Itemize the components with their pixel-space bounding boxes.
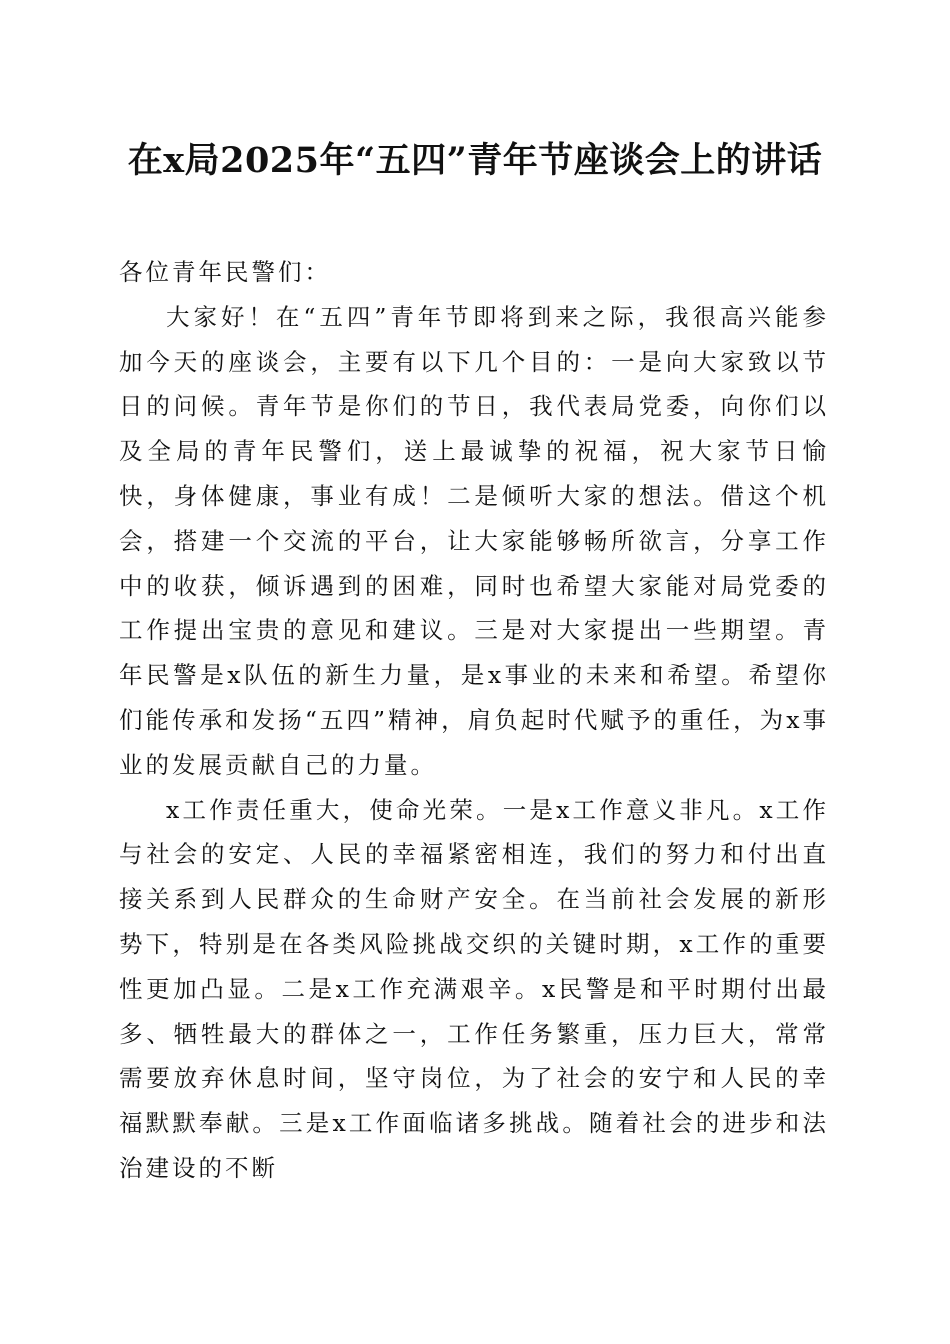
document-body [119,250,829,1191]
paragraph-2: x工作责任重大，使命光荣。一是x工作意义非凡。x工作与社会的安定、人民的幸福紧密相连，我们的努力和付出直接关系到人民群众的生命财产安全。在当前社会发展的新形势下，特别是在各类风险挑战交织的关键时期，x工作的重要性更加凸显。二是x工作充满艰辛。x民警是和平时期付出最多、牺牲最大的群体之一，工作任务繁重，压力巨大，常常需要放弃休息时间，坚守岗位，为了社会的安宁和人民的幸福默默奉献。三是x工作面临诸多挑战。随着社会的进步和法治建设的不断 [119,795,829,1182]
paragraph-1: 大家好！在“五四”青年节即将到来之际，我很高兴能参加今天的座谈会，主要有以下几个目的：一是向大家致以节日的问候。青年节是你们的节日，我代表局党委，向你们以及全局的青年民警们，送上最诚挚的祝福，祝大家节日愉快，身体健康，事业有成！二是倾听大家的想法。借这个机会，搭建一个交流的平台，让大家能够畅所欲言，分享工作中的收获，倾诉遇到的困难，同时也希望大家能对局党委的工作提出宝贵的意见和建议。三是对大家提出一些期望。青年民警是x队伍的新生力量，是x事业的未来和希望。希望你们能传承和发扬“五四”精神，肩负起时代赋予的重任，为x事业的发展贡献自己的力量。 [119,302,829,779]
salutation: 各位青年民警们： [119,258,331,286]
document-title: 在x局2025年“五四”青年节座谈会上的讲话 [127,140,823,181]
